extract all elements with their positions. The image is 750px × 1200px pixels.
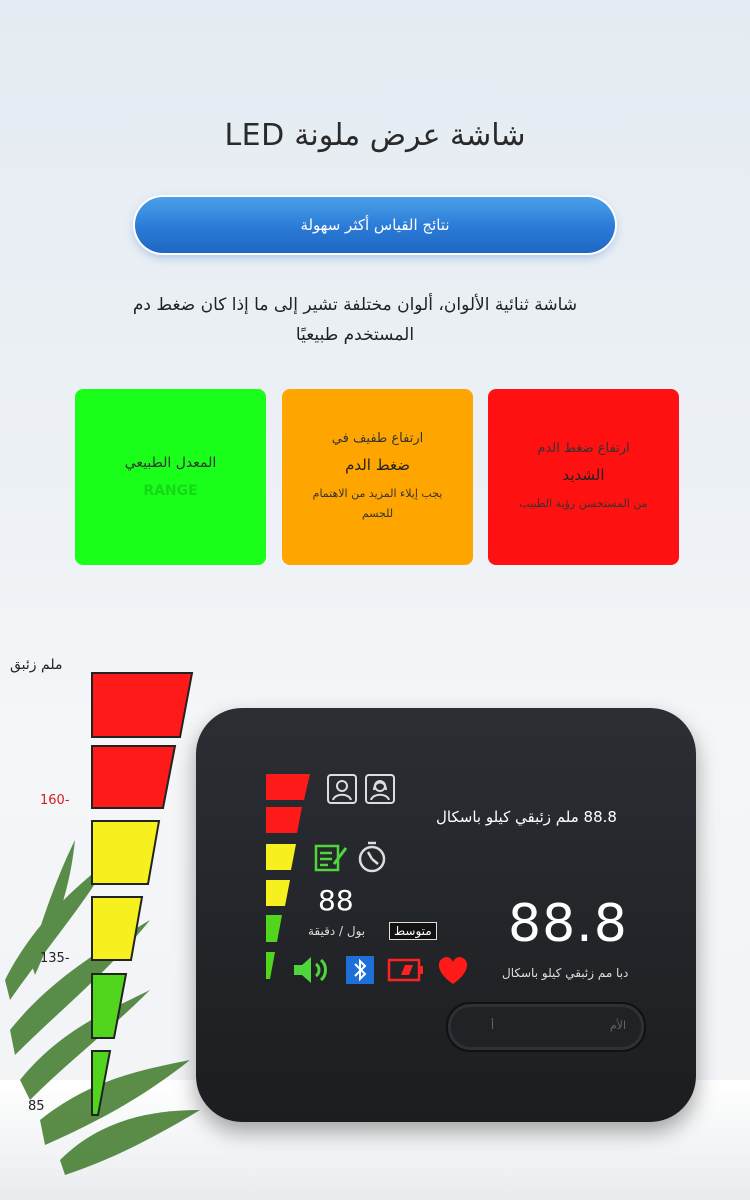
card-normal [75, 389, 266, 565]
button-right-label: الأم [609, 1019, 626, 1032]
card-severe [488, 389, 679, 565]
card-severe-line1: ارتفاع ضغط الدم [537, 440, 630, 456]
button-left-label: أ [491, 1019, 495, 1032]
card-mild-line2: ضغط الدم [345, 455, 410, 474]
scale-bar-yellow-2 [92, 897, 142, 960]
card-mild [282, 389, 473, 565]
measurement-pill [135, 197, 615, 253]
pulse-unit: بول / دقيقة [308, 924, 366, 938]
device-level-bars [266, 772, 326, 982]
speaker-icon [292, 954, 334, 986]
card-severe-line2: الشديد [562, 465, 605, 484]
scale-label-160: 160- [40, 793, 70, 808]
pulse-value: 88 [318, 884, 354, 917]
card-normal-range: RANGE [143, 483, 198, 499]
battery-icon [387, 957, 425, 983]
main-reading-unit: دبا مم زئبقي كيلو باسكال [502, 966, 629, 980]
main-reading: 88.8 [508, 894, 628, 954]
card-mild-line3: يجب إيلاء المزيد من الاهتمام للجسم [312, 486, 443, 520]
device-button-bar[interactable] [446, 1002, 646, 1052]
bp-scale-bars [0, 660, 220, 1120]
timer-icon [356, 840, 388, 874]
average-badge: متوسط [389, 922, 437, 940]
scale-unit-label: ملم زئبق [10, 657, 63, 673]
user-female-icon [365, 774, 395, 804]
card-normal-title: المعدل الطبيعي [124, 455, 217, 471]
heart-icon [435, 954, 471, 986]
card-mild-line1: ارتفاع طفيف في [331, 430, 424, 446]
scale-bar-red-2 [92, 746, 175, 808]
scale-label-85: 85 [28, 1099, 45, 1114]
page-title: شاشة عرض ملونة LED [224, 118, 526, 153]
bp-monitor-device [196, 708, 696, 1122]
scale-label-135: 135- [40, 951, 70, 966]
memo-icon [314, 842, 348, 872]
scale-bar-green-2 [92, 1051, 110, 1115]
pressure-unit-line: 88.8 ملم زئبقي كيلو باسكال [436, 808, 617, 826]
scale-bar-green-1 [92, 974, 126, 1038]
card-severe-line3: من المستحسن رؤية الطبيب [519, 496, 648, 510]
user-male-icon [327, 774, 357, 804]
scale-bar-red-1 [92, 673, 192, 737]
pill-text: نتائج القياس أكثر سهولة [300, 216, 450, 234]
scale-bar-yellow-1 [92, 821, 159, 884]
bluetooth-icon [345, 955, 375, 985]
description-text: شاشة ثنائية الألوان، ألوان مختلفة تشير إلى ما إذا كان ضغط دم المستخدم طبيعيًا [132, 295, 578, 345]
